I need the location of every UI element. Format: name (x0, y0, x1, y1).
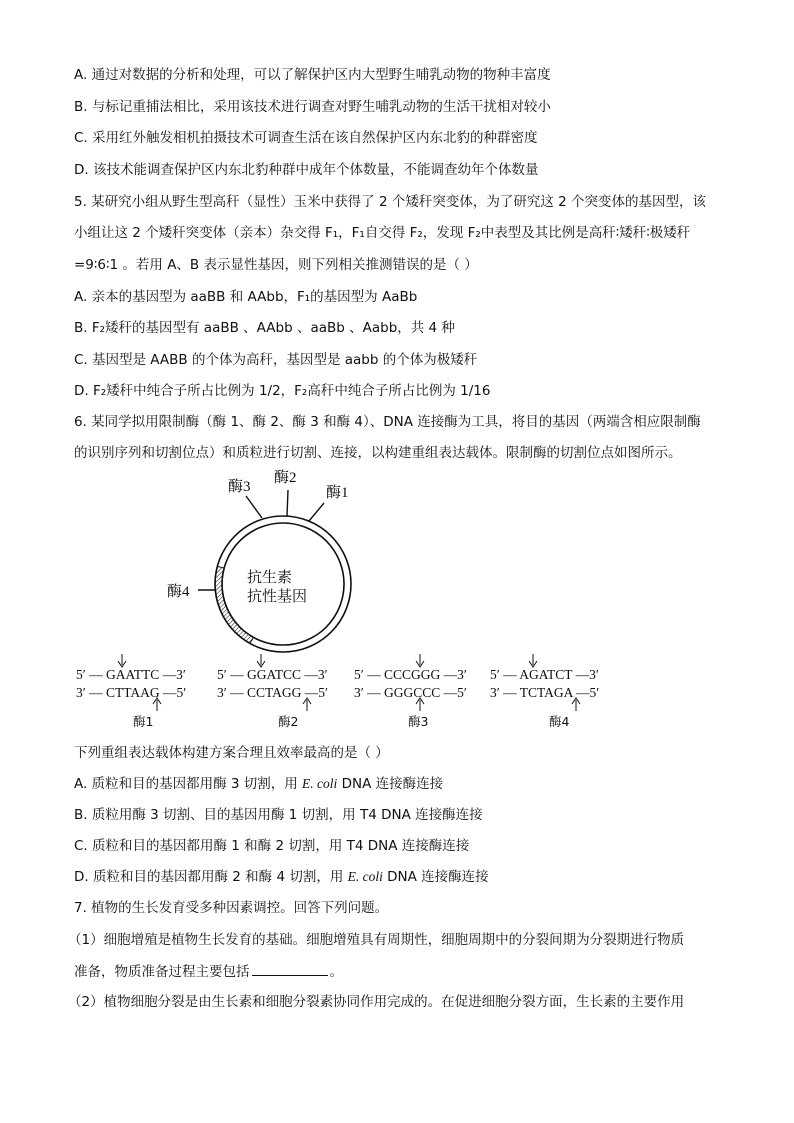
site2-caption: 酶2 (278, 714, 299, 729)
q5-stem-line1: 5. 某研究小组从野生型高秆（显性）玉米中获得了 2 个矮秆突变体，为了研究这 2 个突变体的基因型，该 (74, 194, 707, 210)
q4-option-a: A. 通过对数据的分析和处理，可以了解保护区内大型野生哺乳动物的物种丰富度 (74, 67, 551, 83)
site3-top: 5′ — CCCGGG —3′ (354, 667, 467, 682)
q7-part2-line1: （2）植物细胞分裂是由生长素和细胞分裂素协同作用完成的。在促进细胞分裂方面，生长素的主要作用 (68, 994, 685, 1010)
site2-top: 5′ — GGATCC —3′ (217, 667, 328, 682)
site2-bottom: 3′ — CCTAGG —5′ (217, 685, 328, 700)
site3-caption: 酶3 (408, 714, 429, 729)
q6-option-b: B. 质粒用酶 3 切割、目的基因用酶 1 切割，用 T4 DNA 连接酶连接 (74, 807, 483, 823)
plasmid-label-enzyme3: 酶3 (228, 479, 251, 495)
site-enzyme4 (490, 654, 599, 729)
q4-option-d: D. 该技术能调查保护区内东北豹种群中成年个体数量，不能调查幼年个体数量 (74, 162, 539, 178)
q6-option-c: C. 质粒和目的基因都用酶 1 和酶 2 切割，用 T4 DNA 连接酶连接 (74, 838, 470, 854)
site1-bottom: 3′ — CTTAAG —5′ (76, 685, 187, 700)
q4-option-b: B. 与标记重捕法相比，采用该技术进行调查对野生哺乳动物的生活干扰相对较小 (74, 99, 551, 115)
q5-stem-line3: =9∶6∶1 。若用 A、B 表示显性基因，则下列相关推测错误的是（ ） (74, 257, 478, 273)
site-line-enzyme1 (309, 503, 324, 521)
q6-option-a: A. 质粒和目的基因都用酶 3 切割，用 E. coli DNA 连接酶连接 (74, 776, 444, 792)
site-line-enzyme3 (246, 496, 262, 518)
q5-option-b: B. F₂矮秆的基因型有 aaBB 、AAbb 、aaBb 、Aabb，共 4 种 (74, 320, 455, 336)
site-line-enzyme2 (287, 490, 288, 516)
plasmid-inner-line2: 抗性基因 (247, 587, 308, 605)
q7-part1-line2: 准备，物质准备过程主要包括 。 (74, 964, 343, 980)
answer-blank[interactable] (252, 962, 328, 976)
plasmid-label-enzyme2: 酶2 (274, 470, 297, 486)
q5-option-a: A. 亲本的基因型为 aaBB 和 AAbb，F₁的基因型为 AaBb (74, 289, 418, 305)
q6-stem-line2: 的识别序列和切割位点）和质粒进行切割、连接，以构建重组表达载体。限制酶的切割位点如图所示。 (74, 445, 682, 461)
q7-stem: 7. 植物的生长发育受多种因素调控。回答下列问题。 (74, 900, 389, 916)
plasmid-label-enzyme1: 酶1 (326, 485, 349, 501)
q6-question: 下列重组表达载体构建方案合理且效率最高的是（ ） (74, 745, 389, 761)
q7-part1-line1: （1）细胞增殖是植物生长发育的基础。细胞增殖具有周期性，细胞周期中的分裂间期为分裂期进行物质 (68, 932, 685, 948)
site-enzyme2 (217, 654, 328, 729)
q5-stem-line2: 小组让这 2 个矮秆突变体（亲本）杂交得 F₁，F₁自交得 F₂，发现 F₂中表型及其比例是高秆∶矮秆∶极矮秆 (74, 225, 691, 241)
site4-caption: 酶4 (549, 714, 570, 729)
q4-option-c: C. 采用红外触发相机拍摄技术可调查生活在该自然保护区内东北豹的种群密度 (74, 130, 538, 146)
site-enzyme3 (354, 654, 467, 729)
site3-bottom: 3′ — GGGCCC —5′ (354, 685, 467, 700)
site1-top: 5′ — GAATTC —3′ (76, 667, 186, 682)
plasmid-inner-line1: 抗生素 (247, 568, 293, 586)
plasmid-diagram (0, 460, 794, 740)
site-enzyme1 (76, 654, 186, 729)
q6-stem-line1: 6. 某同学拟用限制酶（酶 1、酶 2、酶 3 和酶 4）、DNA 连接酶为工具，将目的基因（两端含相应限制酶 (74, 414, 701, 430)
site1-caption: 酶1 (133, 714, 154, 729)
site4-bottom: 3′ — TCTAGA —5′ (490, 685, 600, 700)
q5-option-d: D. F₂矮秆中纯合子所占比例为 1/2，F₂高秆中纯合子所占比例为 1/16 (74, 383, 491, 399)
q6-option-d: D. 质粒和目的基因都用酶 2 和酶 4 切割，用 E. coli DNA 连接酶连接 (74, 869, 489, 885)
q5-option-c: C. 基因型是 AABB 的个体为高秆，基因型是 aabb 的个体为极矮秆 (74, 352, 478, 368)
plasmid-label-enzyme4: 酶4 (167, 584, 190, 600)
site4-top: 5′ — AGATCT —3′ (490, 667, 599, 682)
